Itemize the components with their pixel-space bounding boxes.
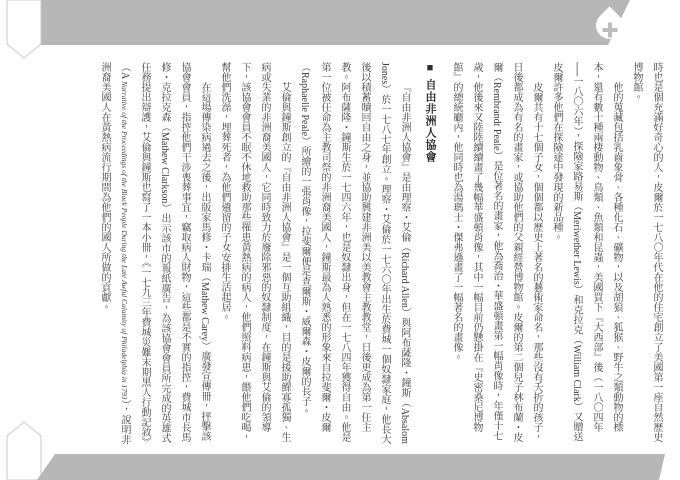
square-bullet-icon: ■: [424, 62, 436, 79]
section-heading: [420, 62, 440, 446]
article: [76, 62, 666, 446]
cross-glyph-horizontal: [603, 28, 618, 32]
text-run: 皮爾共有十七個子女，個個都以歷史上著名的藝術家命名，那些沒有夭折的孩子，日後都成為有名的畫家，或協助他們的父親經營博物館。皮爾的第二個兒子林布蘭・皮爾（Rembrandt Peale）是位著名的畫家，他為喬治・華盛頓畫第一幅肖像時，年僅十七歲，他後來又陸陸續續畫了幾幅華盛頓肖像，其中一幅目前仍懸掛在『史密桑尼博物館』的總統廳內，他同時也為湯瑪士・傑弗遜畫了一幅著名的畫像。: [451, 62, 542, 442]
drop-cross-icon: [591, 4, 629, 48]
paragraph: [626, 62, 666, 446]
bookmark-ribbon-icon-bottom: [6, 420, 44, 480]
paragraph: [214, 62, 294, 446]
bottom-ribbon-band: [37, 454, 665, 480]
section-heading-label: 自由非洲人協會: [424, 78, 436, 163]
text-run: 在這場傳染病過去之後，出版家馬修・卡瑞（Mathew Carey）廣發宣傳冊，抨擊該協會會員，指控他們干涉喪葬事宜，竊取病人財物，這些都是不實的指控，費城市長馬修・克拉克森（Mathew Clarkson）出示該市的報紙廣告，為該協會會員所完成的英雄式任務提出辯護，艾倫與鐘斯也寫了一本小冊，《一七九三年費城災難末期黑人行動記敘》（A: [119, 62, 210, 444]
text-run: 時也是個充滿好奇心的人，皮爾於一七八〇年代在他的住宅創立了美國第一座自然歷史博物館。: [631, 62, 662, 442]
text-run: ），說明非洲裔美國人在黃熱病流行期間為他們的國人所做的貢獻。: [99, 62, 130, 445]
paragraph: [94, 62, 214, 446]
bookmark-ribbon-icon-top: [6, 0, 44, 60]
text-run: 他的蒐藏包括乳齒象骨、各種化石、礦物，以及胡狼、狐猴、野牛之類動物的標本，還有數十種兩棲動物、鳥類、魚類和昆蟲，美國買下『大西部』後（一八〇四年──一八〇六年），探險家路易斯（Meriwether Lewis）和克拉克（William Clark）又贈送皮爾許多他們在探險途中發現的新品種。: [551, 62, 622, 442]
text-run: 艾倫與鐘斯創立的『自由非洲人協會』是一個互助組織，目的是援助鰥寡孤獨、生病或失業的非洲裔美國人，它同時致力於廢除邪惡的奴隸制度，在鐘斯與艾倫的領導下，該協會會員不眠不休地救助那些罹患黃熱病的病人，他們照料病患，餵他們吃喝，幫他們洗澡，埋葬死者，為他們遺留的子女安排生活起居。: [219, 62, 290, 442]
top-ribbon-band: [37, 0, 630, 45]
text-run: 『自由非洲人協會』是由理察・艾倫（Richard Allen）與阿布薩隆・鐘斯（Absalom Jones）於一七八七年創立。理察・艾倫於一七六〇年出生於費城一個奴隸家庭，他長大後以積蓄贖回自由之身，並協助興建非洲美以美教會主教教堂，日後更成為第一任主教。阿布薩隆・鐘斯生於一七四六年，也是奴隸出身，但在一七八四年獲得自由。他是第一位被任命為主教司祭的非洲裔美國人，鐘斯最為人熟悉的形象來自拉斐爾・皮爾（Raphaelle Peale）所繪的一張肖像，拉斐爾便是查爾斯・威爾森・皮爾的長子。: [299, 62, 410, 445]
paragraph: [294, 62, 414, 446]
citation-title-run: Narrative of the Proceedings of the Black People During the Late Awful Calamity of Philadelphia in 1793: [120, 81, 129, 400]
paragraph: [546, 62, 626, 446]
paragraph: [446, 62, 546, 446]
